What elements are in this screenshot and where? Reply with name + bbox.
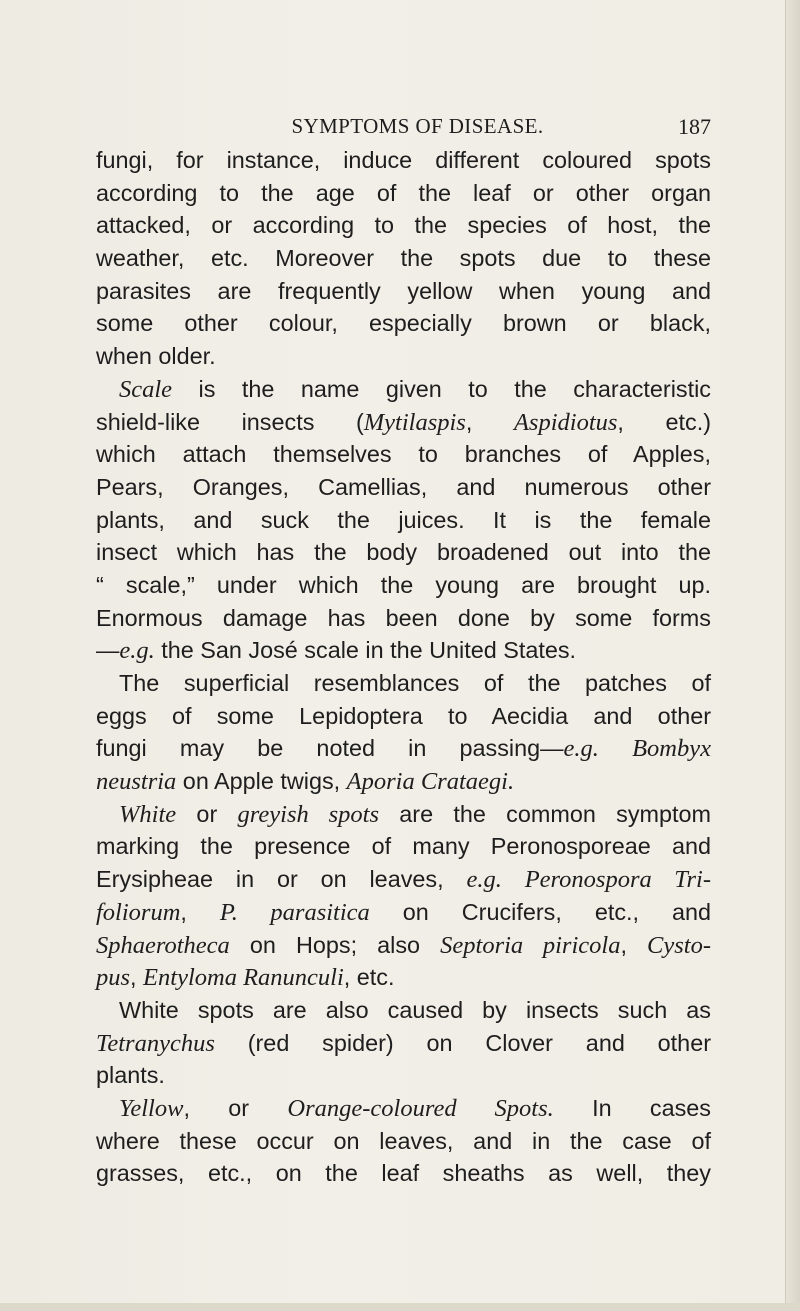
- italic-text: foliorum: [96, 898, 181, 926]
- text-line: [96, 929, 711, 962]
- text-run: ,: [620, 931, 648, 958]
- text-line: [96, 765, 711, 798]
- text-run: ,: [180, 898, 220, 925]
- text-run: (red spider) on Clover and other: [214, 1029, 711, 1056]
- text-run: fungi, for instance, induce different coloured spots: [96, 147, 711, 173]
- text-run: attacked, or according to the species of host, the: [96, 212, 711, 239]
- text-run: White spots are also caused by insects such as: [119, 996, 711, 1023]
- text-run: “ scale,” under which the young are brought up.: [96, 571, 711, 598]
- text-run: , or: [183, 1094, 288, 1121]
- text-line: [96, 177, 711, 210]
- page-edge: [785, 0, 800, 1311]
- text-line: [96, 569, 711, 602]
- text-line: [96, 1092, 711, 1125]
- text-line: [96, 340, 711, 373]
- text-run: where these occur on leaves, and in the case of: [96, 1127, 711, 1154]
- italic-text: Bombyx: [632, 735, 711, 763]
- page-number: 187: [678, 114, 711, 139]
- italic-text: P. parasitica: [219, 898, 370, 926]
- text-run: according to the age of the leaf or other organ: [96, 179, 711, 206]
- text-line: [96, 373, 711, 406]
- text-run: on Hops; also: [229, 931, 441, 958]
- text-run: which attach themselves to branches of Apples,: [96, 441, 711, 468]
- text-line: [96, 144, 711, 177]
- text-line: [96, 471, 711, 504]
- text-run: or: [176, 800, 238, 827]
- text-run: fungi may be noted in passing—: [96, 735, 564, 762]
- text-run: Pears, Oranges, Camellias, and numerous other: [96, 473, 711, 500]
- text-run: plants.: [96, 1062, 165, 1089]
- text-run: ,: [130, 964, 144, 991]
- text-run: is the name given to the characteristic: [172, 375, 711, 402]
- text-line: [96, 307, 711, 340]
- text-line: [96, 1157, 711, 1190]
- italic-text: greyish spots: [237, 800, 380, 828]
- text-line: [96, 700, 711, 733]
- italic-text: Aspidiotus: [513, 408, 618, 436]
- running-title: SYMPTOMS OF DISEASE.: [291, 114, 544, 138]
- italic-text: Orange-coloured Spots.: [287, 1094, 554, 1122]
- text-run: Erysipheae in or on leaves,: [96, 866, 467, 893]
- text-line: [96, 732, 711, 765]
- italic-text: Entyloma Ranunculi: [143, 964, 344, 992]
- text-run: —: [96, 637, 120, 664]
- italic-text: pus: [96, 964, 131, 992]
- italic-text: Sphaerotheca: [96, 931, 230, 959]
- italic-text: e.g.: [466, 866, 502, 894]
- text-run: In cases: [553, 1094, 712, 1121]
- text-run: when older.: [96, 343, 216, 370]
- text-run: are the common symptom: [379, 800, 712, 827]
- text-line: [96, 209, 711, 242]
- italic-text: e.g.: [119, 637, 155, 665]
- page-header: [96, 110, 711, 142]
- text-run: parasites are frequently yellow when young and: [96, 277, 711, 304]
- text-run: on Crucifers, etc., and: [369, 898, 712, 925]
- text-line: [96, 863, 711, 896]
- body-text: [96, 144, 711, 1190]
- text-line: [96, 830, 711, 863]
- italic-text: neustria: [96, 768, 177, 796]
- italic-text: Mytilaspis: [363, 408, 466, 436]
- text-line: [96, 634, 711, 667]
- text-run: , etc.): [617, 408, 711, 435]
- text-run: plants, and suck the juices. It is the female: [96, 506, 711, 533]
- text-line: [96, 504, 711, 537]
- text-line: [96, 242, 711, 275]
- text-run: some other colour, especially brown or black,: [96, 310, 711, 337]
- text-line: [96, 798, 711, 831]
- text-line: [96, 602, 711, 635]
- text-line: [96, 1059, 711, 1092]
- text-line: [96, 1027, 711, 1060]
- text-line: [96, 994, 711, 1027]
- text-run: The superficial resemblances of the patches of: [119, 670, 711, 696]
- italic-text: Tetranychus: [96, 1029, 215, 1057]
- italic-text: Scale: [119, 375, 173, 403]
- text-run: insect which has the body broadened out into the: [96, 539, 711, 566]
- text-run: the San José scale in the United States.: [154, 637, 577, 664]
- text-line: [96, 536, 711, 569]
- text-run: marking the presence of many Peronosporeae and: [96, 833, 711, 860]
- text-run: [599, 735, 632, 761]
- page-bottom-edge: [0, 1303, 800, 1311]
- text-line: [96, 275, 711, 308]
- text-line: [96, 667, 711, 700]
- text-run: grasses, etc., on the leaf sheaths as well, they: [96, 1160, 711, 1187]
- italic-text: Yellow: [119, 1094, 184, 1122]
- text-run: weather, etc. Moreover the spots due to these: [96, 245, 711, 272]
- text-run: , etc.: [343, 964, 395, 991]
- italic-text: White: [119, 800, 177, 828]
- italic-text: Aporia Crataegi.: [346, 768, 515, 796]
- text-line: [96, 438, 711, 471]
- italic-text: e.g.: [563, 735, 599, 763]
- text-line: [96, 896, 711, 929]
- text-run: eggs of some Lepidoptera to Aecidia and other: [96, 702, 711, 729]
- text-run: shield-like insects (: [96, 408, 364, 435]
- text-line: [96, 406, 711, 439]
- text-run: Enormous damage has been done by some forms: [96, 604, 711, 631]
- text-line: [96, 961, 711, 994]
- text-run: on Apple twigs,: [176, 768, 347, 795]
- text-run: ,: [465, 408, 514, 435]
- italic-text: Cysto-: [647, 931, 711, 959]
- text-line: [96, 1125, 711, 1158]
- italic-text: Septoria piricola: [440, 931, 621, 959]
- text-run: [502, 866, 525, 892]
- italic-text: Peronospora Tri-: [524, 866, 712, 894]
